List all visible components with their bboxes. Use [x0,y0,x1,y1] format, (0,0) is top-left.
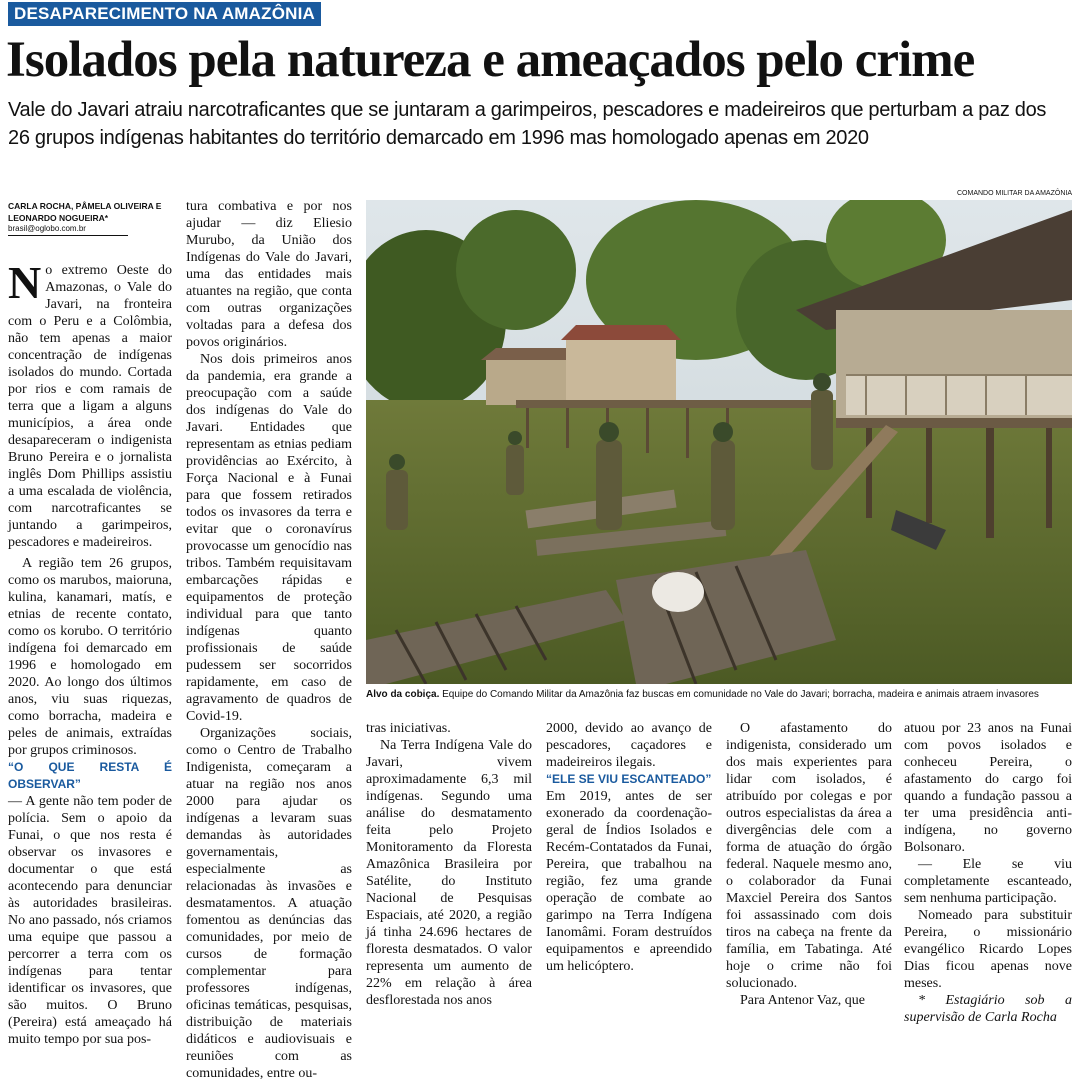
author-email[interactable]: brasil@oglobo.com.br [8,224,128,236]
drop-cap: N [8,257,42,308]
headline: Isolados pela natureza e ameaçados pelo crime [6,32,975,88]
article-column-1 [8,257,172,1048]
caption-text: Equipe do Comando Militar da Amazônia faz buscas em comunidade no Vale do Javari; borracha, madeira e animais atraem invasores [439,689,1039,700]
paragraph: Na Terra Indígena Vale do Javari, vivem aproximadamente 6,3 mil indígenas. Segundo uma análise do desmatamento feita pelo Projeto Monitoramento da Floresta Amazônica Brasileira por Satélite, do Instituto Nacional de Pesquisas Espaciais, até 2020, a região já tinha 24.696 hectares de floresta desmatados. O valor representa um aumento de 22% em relação à área desflorestada nos anos [366,738,532,1008]
paragraph: — A gente não tem poder de polícia. Sem o apoio da Funai, o que nos resta é observar os invasores e documentar o que está acontecendo para denunciar às autoridades brasileiras. No ano passado, nós criamos uma equipe que passou a percorrer a terra com os indígenas para tentar identificar os invasores, que são muitos. O Bruno (Pereira) está ameaçado há muito tempo por sua pos- [8,794,172,1047]
paragraph: atuou por 23 anos na Funai com povos isolados e conheceu Pereira, o afastamento do cargo foi quando a fundação passou a ter uma presidência anti-indígena, no governo Bolsonaro. [904,721,1072,855]
subheadline: Vale do Javari atraiu narcotraficantes que se juntaram a garimpeiros, pescadores e madeireiros que perturbam a paz dos 26 grupos indígenas habitantes do território demarcado em 1996 mas homologado apenas em 2020 [8,99,1047,149]
news-photo [366,200,1072,684]
paragraph: Para Antenor Vaz, que [740,993,865,1008]
paragraph: Em 2019, antes de ser exonerado da coordenação-geral de Índios Isolados e Recém-Contatados da Funai, Pereira, que trabalhou na região, fez uma grande operação de combate ao garimpo na Terra Indígena Ianomâmi. Foram destruídos equipamentos e apreendido um helicóptero. [546,789,712,974]
section-heading: “O QUE RESTA É OBSERVAR” [8,760,172,791]
paragraph: tura combativa e por nos ajudar — diz Eliesio Murubo, da União dos Indígenas do Vale do Javari, uma das entidades mais atuantes na região, que conta com outras organizações voltadas para a defesa dos povos originários. [186,199,352,350]
amazon-community-illustration [366,200,1072,684]
article-column-6 [904,720,1072,1026]
paragraph-text: o extremo Oeste do Amazonas, o Vale do Javari, na fronteira com o Peru e a Colômbia, não tem apenas a maior concentração de indígenas isolados do mundo. Cortada por rios e com ramais de terra que a ligam a alguns municípios, a área onde desapareceram o indigenista Bruno Pereira e o jornalista inglês Dom Phillips assistiu a uma escalada de violência, com narcotraficantes se juntando a garimpeiros, pescadores e madeireiros. [8,263,172,550]
article-column-3 [366,720,532,1009]
article-column-2 [186,198,352,1082]
byline: CARLA ROCHA, PÂMELA OLIVEIRA E LEONARDO NOGUEIRA* [8,201,162,223]
paragraph: 2000, devido ao avanço de pescadores, caçadores e madeireiros ilegais. [546,721,712,770]
footnote: * Estagiário sob a supervisão de Carla Rocha [904,993,1072,1025]
paragraph: O afastamento do indigenista, considerado um dos mais experientes para lidar com isolados, é atribuído por colegas e por outros especialistas da área a divergências dele com a forma de atuação do órgão federal. Naquele mesmo ano, o colaborador da Funai Maxciel Pereira dos Santos foi assassinado com dois tiros na cabeça na frente da família, em Tabatinga. Até hoje o crime não foi solucionado. [726,721,892,991]
paragraph: Nos dois primeiros anos da pandemia, era grande a preocupação com a saúde dos indígenas do Vale do Javari. Entidades que representam as etnias pediam providências ao Exército, à Força Nacional e à Funai para que fossem retirados todos os invasores da terra e evitar que o coronavírus provocasse um genocídio nas tribos. Também requisitavam embarcações rápidas e equipamentos de proteção individual para que tanto indígenas quanto profissionais de saúde pudessem ser socorridos rapidamente, em caso de agravamento de quadros de Covid-19. [186,352,352,724]
paragraph: A região tem 26 grupos, como os marubos, maioruna, kulina, kanamari, matís, e etnias de recente contato, como os korubo. O território indígena foi demarcado em 1996 e homologado em 2020. Ao longo dos últimos anos, viu suas riquezas, como borracha, madeira e peles de animais, extraídas por grupos criminosos. [8,556,172,758]
photo-credit: COMANDO MILITAR DA AMAZÔNIA [957,190,1072,197]
paragraph: — Ele se viu completamente escanteado, sem nenhuma participação. [904,857,1072,906]
section-kicker: DESAPARECIMENTO NA AMAZÔNIA [8,2,321,26]
article-column-5 [726,720,892,1009]
section-heading: “ELE SE VIU ESCANTEADO” [546,772,712,786]
article-column-4 [546,720,712,975]
paragraph: Organizações sociais, como o Centro de Trabalho Indigenista, começaram a atuar na região nos anos 2000 para ajudar os indígenas a levaram suas demandas às autoridades governamentais, especialmente as relacionadas às invasões e desmatamentos. A atuação fomentou as denúncias das comunidades, por meio de cursos de formação complementar para professores indígenas, oficinas temáticas, pesquisas, distribuição de materiais didáticos e audiovisuais e reuniões com as comunidades, entre ou- [186,726,352,1081]
photo-caption [366,688,1072,701]
caption-lead: Alvo da cobiça. [366,689,440,700]
paragraph: tras iniciativas. [366,721,451,736]
paragraph: Nomeado para substituir Pereira, o missionário evangélico Ricardo Lopes Dias ficou apenas nove meses. [904,908,1072,991]
paragraph [8,257,172,551]
